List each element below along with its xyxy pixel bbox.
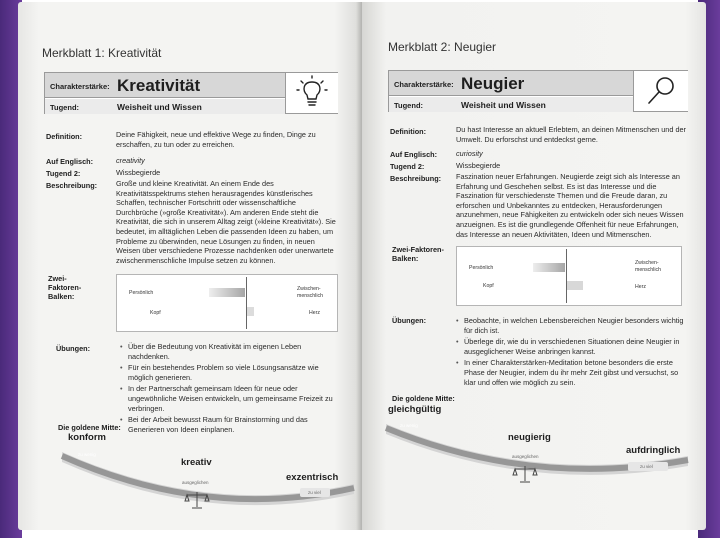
strength-title: Kreativität (117, 76, 201, 95)
lightbulb-icon (285, 73, 338, 113)
golden-mean-low: gleichgültig (388, 404, 442, 415)
list-item: • Für ein bestehendes Problem so viele Lösungsansätze wie möglich generieren. (120, 363, 340, 382)
right-page (362, 2, 706, 530)
factor-center-line (246, 277, 247, 329)
english-label: Auf Englisch: (46, 157, 94, 166)
left-page (18, 2, 362, 530)
golden-mean-low: konform (68, 432, 106, 443)
exercises-label: Übungen: (56, 344, 91, 353)
golden-mean-high-tag: zu viel (640, 464, 653, 469)
list-item: • Über die Bedeutung von Kreativität im eigenen Leben nachdenken. (120, 342, 340, 361)
golden-mean-high: exzentrisch (286, 472, 339, 483)
factor-personal-label: Persönlich (129, 290, 154, 296)
virtue-value: Weisheit und Wissen (461, 100, 546, 110)
factor-heart-label: Herz (309, 310, 320, 316)
virtue-value: Weisheit und Wissen (117, 102, 202, 112)
english-value: creativity (116, 156, 145, 165)
definition-text: Du hast Interesse an aktuell Erlebtem, an deinen Mitmenschen und der Umwelt. Du erforschst und entdeckst gerne. (456, 125, 686, 144)
strength-label: Charakterstärke: (50, 82, 110, 91)
strength-header-box (44, 72, 338, 114)
golden-mean-low-tag: zu wenig (78, 452, 96, 457)
exercises-label: Übungen: (392, 316, 427, 325)
golden-mean-high: aufdringlich (626, 445, 681, 456)
golden-mean-mid-tag: ausgeglichen (182, 480, 209, 485)
list-item: • In der Partnerschaft gemeinsam Ideen für neue oder ungewöhnliche Weisen entwickeln, um gemeinsame Freizeit zu verbringen. (120, 384, 340, 413)
magnifier-icon (633, 71, 688, 111)
virtue-label: Tugend: (394, 101, 424, 110)
strength-label: Charakterstärke: (394, 80, 454, 89)
factor-heart-label: Herz (635, 284, 646, 290)
virtue2-value: Wissbegierde (116, 168, 161, 177)
two-factor-bar-chart (456, 246, 682, 306)
factor-head-label: Kopf (150, 310, 161, 316)
virtue2-label: Tugend 2: (390, 162, 425, 171)
factor-bar-personal (209, 288, 245, 297)
factor-bar-heart (567, 281, 583, 290)
exercises-list (456, 316, 688, 389)
balance-scale-icon (512, 464, 538, 484)
definition-text: Deine Fähigkeit, neue und effektive Wege zu finden, Dinge zu erschaffen, zu tun oder zu erreichen. (116, 130, 316, 149)
description-text: Faszination neuer Erfahrungen. Neugierde zeigt sich als Interesse an Erfahrung und Geschehen selbst. Es ist das Interesse und die Faszination für verschiedenste Themen und die Freude daran, zu erforschen und Unbekanntes zu entdecken, Herausforderungen anzunehmen, neue Fähigkeiten zu entwickeln oder sich neues Wissen anzueignen. Es ist die grundlegende Offenheit für neue Erfahrungen, das Interesse an neuen Aktivitäten, Ideen und Mitmenschen. (456, 172, 684, 239)
strength-title: Neugier (461, 74, 525, 93)
golden-mean-mid: kreativ (181, 457, 212, 468)
english-label: Auf Englisch: (390, 150, 438, 159)
balance-scale-icon (184, 490, 210, 510)
virtue2-value: Wissbegierde (456, 161, 501, 170)
virtue2-label: Tugend 2: (46, 169, 81, 178)
list-item: • In einer Charakterstärken-Meditation betone besonders die erste Phase der Neugier, indem du ihr mehr Zeit gibst und versuchst, so klar und offen wie möglich zu sein. (456, 358, 688, 387)
golden-mean-label: Die goldene Mitte: (58, 423, 121, 432)
factor-interpersonal-label: Zwischen-menschlich (635, 260, 661, 273)
definition-label: Definition: (390, 127, 427, 136)
description-label: Beschreibung: (46, 181, 98, 190)
description-text: Große und kleine Kreativität. An einem Ende des Kreativitätsspektrums stehen herausragendes künstlerisches Schaffen, technischer Fortschritt oder wissenschaftliche Durchbrüche (»große Kreativität«). Am anderen Ende steht die Kreativität, die sich in unserem Alltag zeigt (»kleine Kreativität«). Sie bedeutet, im alltäglichen Leben die passenden Ideen zu haben, um Probleme zu überwinden, neue Lösungen zu finden, in neuen Weisen über verschiedene Prozesse nachdenken oder unerwartete zwischenmenschliche Impulse setzen zu können. (116, 179, 336, 265)
two-factor-bar-chart (116, 274, 338, 332)
two-factor-label: Zwei-Faktoren-Balken: (48, 274, 82, 301)
sheet-title: Merkblatt 2: Neugier (388, 40, 497, 54)
two-factor-label: Zwei-Faktoren-Balken: (392, 245, 444, 263)
factor-personal-label: Persönlich (469, 265, 494, 271)
list-item: • Überlege dir, wie du in verschiedenen Situationen deine Neugier in ausgeglichener Weise anbringen kannst. (456, 337, 688, 356)
description-label: Beschreibung: (390, 174, 442, 183)
strength-header-box (388, 70, 688, 112)
virtue-label: Tugend: (50, 103, 80, 112)
factor-center-line (566, 249, 567, 303)
golden-mean-mid: neugierig (508, 432, 551, 443)
english-value: curiosity (456, 149, 483, 158)
factor-head-label: Kopf (483, 283, 494, 289)
definition-label: Definition: (46, 132, 83, 141)
golden-mean-low-tag: zu wenig (400, 423, 418, 428)
golden-mean-label: Die goldene Mitte: (392, 394, 455, 403)
factor-bar-heart (247, 307, 254, 316)
golden-mean-mid-tag: ausgeglichen (512, 454, 539, 459)
sheet-title: Merkblatt 1: Kreativität (42, 46, 162, 60)
list-item: • Beobachte, in welchen Lebensbereichen Neugier besonders wichtig für dich ist. (456, 316, 688, 335)
exercises-list (120, 342, 340, 436)
factor-bar-personal (533, 263, 565, 272)
list-item: • Bei der Arbeit bewusst Raum für Brainstorming und das Generieren von Ideen einplanen. (120, 415, 340, 434)
golden-mean-high-tag: zu viel (308, 490, 321, 495)
factor-interpersonal-label: Zwischen-menschlich (297, 286, 323, 299)
